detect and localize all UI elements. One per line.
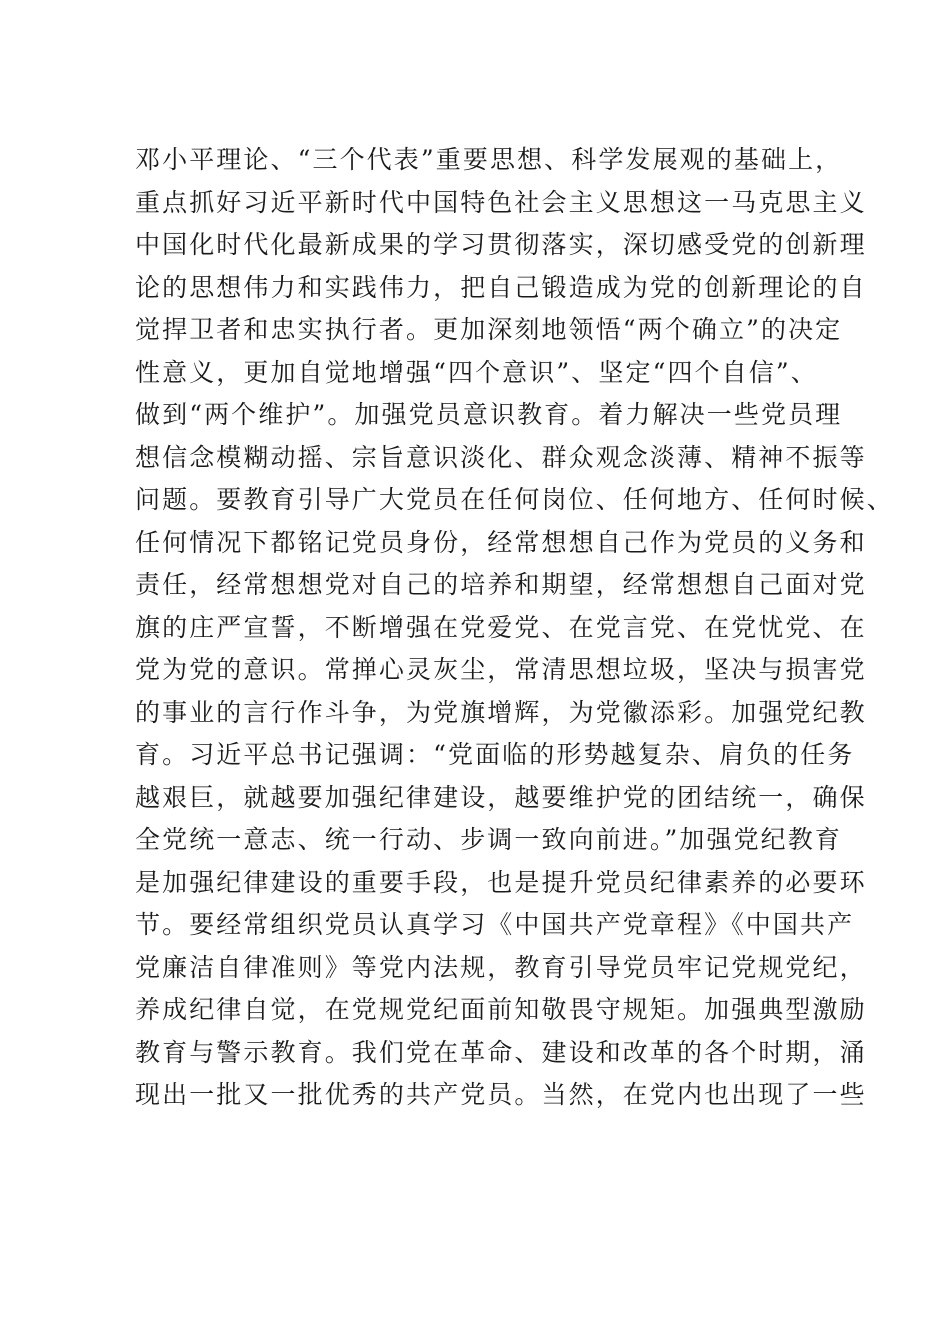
text-line: 论的思想伟力和实践伟力，把自己锻造成为党的创新理论的自: [135, 272, 867, 302]
text-line: 全党统一意志、统一行动、步调一致向前进。”加强党纪教育: [135, 825, 842, 854]
text-line: 中国化时代化最新成果的学习贯彻落实，深切感受党的创新理: [135, 230, 867, 259]
text-line: 责任，经常想想党对自己的培养和期望，经常想想自己面对党: [135, 570, 867, 599]
text-line: 问题。要教育引导广大党员在任何岗位、任何地方、任何时候、: [135, 485, 894, 514]
text-line: 旗的庄严宣誓，不断增强在党爱党、在党言党、在党忧党、在: [135, 612, 867, 642]
text-line: 想信念模糊动摇、宗旨意识淡化、群众观念淡薄、精神不振等: [135, 442, 867, 472]
text-line: 教育与警示教育。我们党在革命、建设和改革的各个时期，涌: [135, 1037, 867, 1067]
text-line: 育。习近平总书记强调：“党面临的形势越复杂、肩负的任务: [135, 740, 855, 769]
text-line: 做到“两个维护”。加强党员意识教育。着力解决一些党员理: [135, 400, 843, 429]
body-text: [135, 139, 894, 1117]
text-line: 性意义，更加自觉地增强“四个意识”、坚定“四个自信”、: [135, 357, 818, 387]
text-line: 的事业的言行作斗争，为党旗增辉，为党徽添彩。加强党纪教: [135, 697, 867, 727]
text-line: 现出一批又一批优秀的共产党员。当然，在党内也出现了一些: [135, 1080, 867, 1109]
text-line: 越艰巨，就越要加强纪律建设，越要维护党的团结统一，确保: [135, 782, 867, 812]
text-line: 养成纪律自觉，在党规党纪面前知敬畏守规矩。加强典型激励: [135, 995, 867, 1024]
text-line: 党廉洁自律准则》等党内法规，教育引导党员牢记党规党纪，: [135, 952, 867, 982]
text-line: 党为党的意识。常掸心灵灰尘，常清思想垃圾，坚决与损害党: [135, 655, 867, 684]
text-line: 邓小平理论、“三个代表”重要思想、科学发展观的基础上，: [135, 145, 843, 174]
text-line: 任何情况下都铭记党员身份，经常想想自己作为党员的义务和: [135, 527, 867, 557]
text-line: 节。要经常组织党员认真学习《中国共产党章程》《中国共产: [135, 910, 855, 939]
text-line: 觉捍卫者和忠实执行者。更加深刻地领悟“两个确立”的决定: [135, 315, 843, 344]
text-line: 重点抓好习近平新时代中国特色社会主义思想这一马克思主义: [135, 187, 867, 217]
text-line: 是加强纪律建设的重要手段，也是提升党员纪律素养的必要环: [135, 867, 867, 897]
